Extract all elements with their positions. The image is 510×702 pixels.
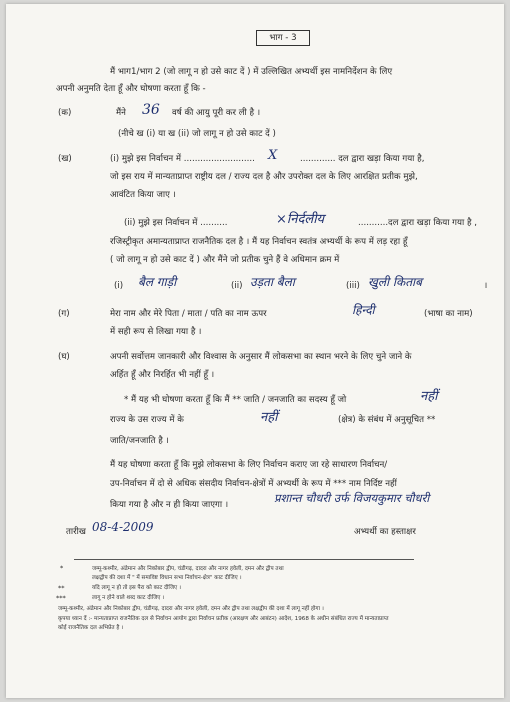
state-line-pre: राज्य के उस राज्य में के xyxy=(110,415,184,425)
footnote-3: लागू न होने वाले शब्द काट दीजिए । xyxy=(92,595,165,601)
declaration-line-1: मैं यह घोषणा करता हूँ कि मुझे लोकसभा के लिए निर्वाचन कराए जा रहे साधारण निर्वाचन/ xyxy=(110,460,388,470)
footnote-2: यदि लागू न हो तो इस पैरा को काट दीजिए । xyxy=(92,585,181,591)
item-kha-i-pre: (i) मुझे इस निर्वाचन में .......................... xyxy=(110,154,255,164)
item-ga-post: (भाषा का नाम) xyxy=(424,309,473,319)
item-gha-marker: (घ) xyxy=(58,352,70,362)
state-line-post: (क्षेत्र) के संबंध में अनुसूचित ** xyxy=(338,415,436,425)
item-ga-line2: में सही रूप से लिखा गया है । xyxy=(110,327,202,337)
intro-line-1: मैं भाग1/भाग 2 (जो लागू न हो उसे काट दें ) में उल्लिखित अभ्यर्थी इस नामनिर्देशन के लिए xyxy=(110,67,393,77)
footnote-5a: कृपया ध्यान दें :- मान्यताप्राप्त राजनैतिक दल से निर्वाचन आयोग द्वारा निर्वाचन प्रतीक (आरक्षण और आबंटन) आदेश, 1968 के अधीन संबंधित राज्य में मान्यताप्राप्त xyxy=(58,616,389,622)
caste-line-pre: * मैं यह भी घोषणा करता हूँ कि मैं ** जाति / जनजाति का सदस्य हूँ जो xyxy=(124,395,347,405)
symbol-2-label: (ii) xyxy=(231,281,243,291)
symbol-3-handwritten: खुली किताब xyxy=(368,275,422,289)
item-kha-ii-line2: रजिस्ट्रीकृत अमान्यताप्राप्त राजनैतिक दल है । मैं यह निर्वाचन स्वतंत्र अभ्यर्थी के रूप में लड़ रहा हूँ xyxy=(110,237,408,247)
form-page xyxy=(6,4,504,698)
item-ga-marker: (ग) xyxy=(58,309,70,319)
footnote-1b: लक्षद्वीप की दशा में " में समाविष्ट विधान सभा निर्वाचन-क्षेत्र" काट दीजिए । xyxy=(92,575,242,581)
state-handwritten: नहीं xyxy=(260,410,278,425)
footnote-4: जम्मू-कश्मीर, अंडेमान और निकोबार द्वीप, चंडीगढ़, दादरा और नागर हवेली, दमन और द्वीप तथा लक्षद्वीप की दशा में लागू नहीं होगा । xyxy=(58,606,324,612)
symbol-end: । xyxy=(484,281,488,291)
caste-handwritten: नहीं xyxy=(420,389,438,404)
date-label: तारीख xyxy=(66,527,86,537)
item-ga-pre: मेरा नाम और मेरे पिता / माता / पति का नाम ऊपर xyxy=(110,309,267,319)
signature-handwritten: प्रशान्त चौधरी उर्फ विजयकुमार चौधरी xyxy=(274,491,430,505)
cross-mark-handwritten: X xyxy=(268,148,278,163)
age-handwritten: 36 xyxy=(142,102,160,118)
footnote-star-1: * xyxy=(60,564,64,572)
item-kha-marker: (ख) xyxy=(58,154,72,164)
footnote-star-3: *** xyxy=(56,594,66,602)
item-gha-line1: अपनी सर्वोत्तम जानकारी और विश्वास के अनुसार मैं लोकसभा का स्थान भरने के लिए चुने जाने के xyxy=(110,352,412,362)
footnote-divider xyxy=(74,559,414,560)
footnote-5b: कोई राजनैतिक दल अभिप्रेत है । xyxy=(58,625,124,631)
declaration-line-3: किया गया है और न ही किया जाएगा । xyxy=(110,500,229,510)
item-kha-ii-line3: ( जो लागू न हो उसे काट दें ) और मैंने जो प्रतीक चुने हैं वे अधिमान क्रम में xyxy=(110,255,340,265)
item-kha-i-post: ............. दल द्वारा खड़ा किया गया है, xyxy=(300,154,425,164)
signature-label: अभ्यर्थी का हस्ताक्षर xyxy=(354,527,416,537)
item-ka-pre: मैंने xyxy=(116,108,126,118)
intro-line-2: अपनी अनुमति देता हूँ और घोषणा करता हूँ कि - xyxy=(56,84,206,94)
item-ka-note: (नीचे ख (i) या ख (ii) जो लागू न हो उसे काट दें ) xyxy=(118,129,276,139)
symbol-1-handwritten: बैल गाड़ी xyxy=(138,275,177,289)
item-kha-ii-pre: (ii) मुझे इस निर्वाचन में .......... xyxy=(124,218,228,228)
symbol-1-label: (i) xyxy=(114,281,124,291)
language-handwritten: हिन्दी xyxy=(352,303,375,317)
item-kha-i-line2: जो इस राय में मान्यताप्राप्त राष्ट्रीय दल / राज्य दल है और उपरोक्त दल के लिए आरक्षित प्रतीक मुझे, xyxy=(110,172,418,182)
symbol-2-handwritten: उड़ता बैला xyxy=(250,275,295,289)
date-handwritten: 08-4-2009 xyxy=(92,520,154,534)
item-kha-i-line3: आवंटित किया जाए । xyxy=(110,190,176,200)
footnote-star-2: ** xyxy=(58,584,65,592)
item-ka-post: वर्ष की आयु पूरी कर ली है । xyxy=(172,108,261,118)
party-handwritten: ×निर्दलीय xyxy=(276,212,325,227)
item-gha-line2: अर्हित हूँ और निरर्हित भी नहीं हूँ । xyxy=(110,370,215,380)
footnote-1a: जम्मू-कश्मीर, अंडेमान और निकोबार द्वीप, चंडीगढ़, दादरा और नागर हवेली, दमन और द्वीप तथा xyxy=(92,566,284,572)
caste-line-3: जाति/जनजाति है । xyxy=(110,436,169,446)
item-kha-ii-post: ...........दल द्वारा खड़ा किया गया है , xyxy=(358,218,477,228)
symbol-3-label: (iii) xyxy=(346,281,360,291)
part-label: भाग - 3 xyxy=(256,30,310,46)
item-ka-marker: (क) xyxy=(58,108,72,118)
declaration-line-2: उप-निर्वाचन में दो से अधिक संसदीय निर्वाचन-क्षेत्रों में अभ्यर्थी के रूप में *** नाम निर्दिष्ट नहीं xyxy=(110,479,397,489)
